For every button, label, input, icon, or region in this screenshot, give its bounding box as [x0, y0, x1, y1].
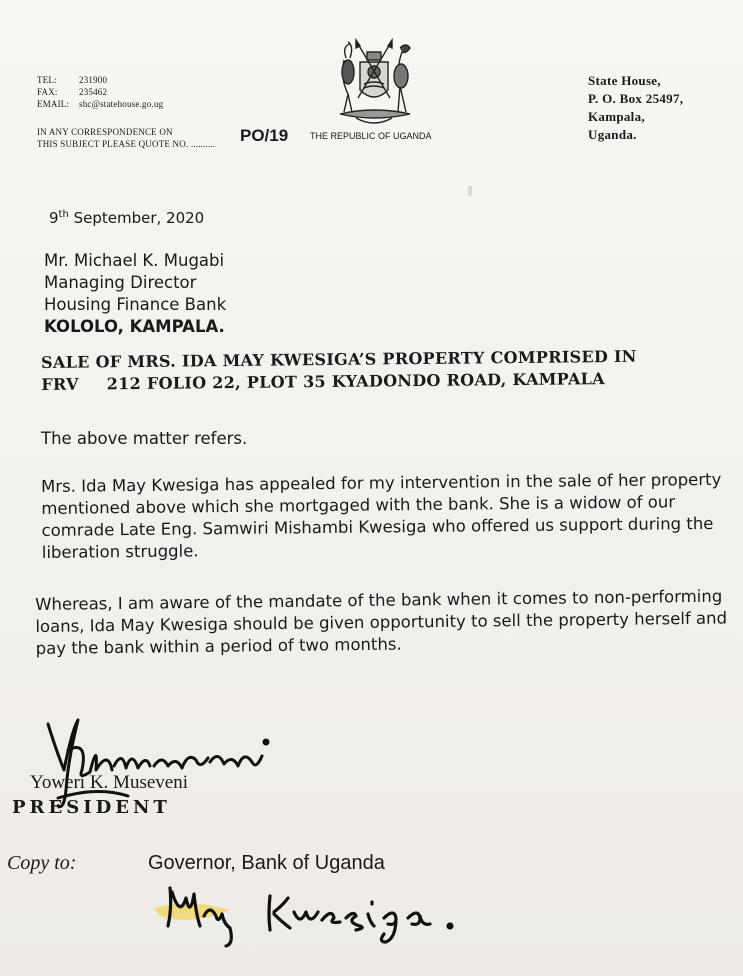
signer-title: PRESIDENT — [12, 797, 171, 818]
coat-of-arms-icon — [326, 38, 422, 130]
quote-note: IN ANY CORRESPONDENCE ON THIS SUBJECT PLEASE QUOTE NO. .......... — [37, 127, 216, 149]
republic-caption: THE REPUBLIC OF UGANDA — [310, 131, 432, 141]
paragraph-2: Mrs. Ida May Kwesiga has appealed for my intervention in the sale of her property mentioned above which she mortgaged with the bank. She is a widow of our comrade Late Eng. Samwiri Mishambi Kwesiga who offered us support during the liberation struggle. — [41, 469, 722, 562]
letter-subject: SALE OF MRS. IDA MAY KWESIGA’S PROPERTY COMPRISED IN FRV 212 FOLIO 22, PLOT 35 KYADONDO ROAD, KAMPALA — [41, 346, 637, 394]
paragraph-1: The above matter refers. — [41, 429, 248, 448]
kwesiga-signature — [150, 868, 510, 948]
signer-name: Yoweri K. Museveni — [30, 772, 188, 793]
reference-number: PO/19 — [240, 126, 289, 145]
recipient-position: Managing Director — [44, 273, 197, 292]
recipient-block — [44, 250, 226, 338]
copy-to-label: Copy to: — [7, 852, 77, 874]
contact-email: EMAIL: shc@statehouse.go.ug — [37, 99, 164, 109]
letter-date: 9th September, 2020 — [49, 209, 205, 227]
recipient-name: Mr. Michael K. Mugabi — [44, 251, 225, 270]
contact-details — [37, 74, 163, 110]
contact-tel: TEL: 231900 — [37, 75, 108, 85]
recipient-organisation: Housing Finance Bank — [44, 295, 227, 314]
contact-fax: FAX: 235462 — [37, 87, 108, 97]
recipient-location: KOLOLO, KAMPALA. — [44, 317, 225, 336]
paragraph-3: Whereas, I am aware of the mandate of the bank when it comes to non-performing loans, Ida May Kwesiga should be given opportunity to sell the property herself and pay the bank within a period of two months. — [35, 586, 728, 658]
smudge-mark: || — [468, 185, 473, 196]
copy-to-recipient: Governor, Bank of Uganda — [148, 852, 385, 874]
sender-address: State House, P. O. Box 25497, Kampala, Uganda. — [588, 73, 684, 142]
